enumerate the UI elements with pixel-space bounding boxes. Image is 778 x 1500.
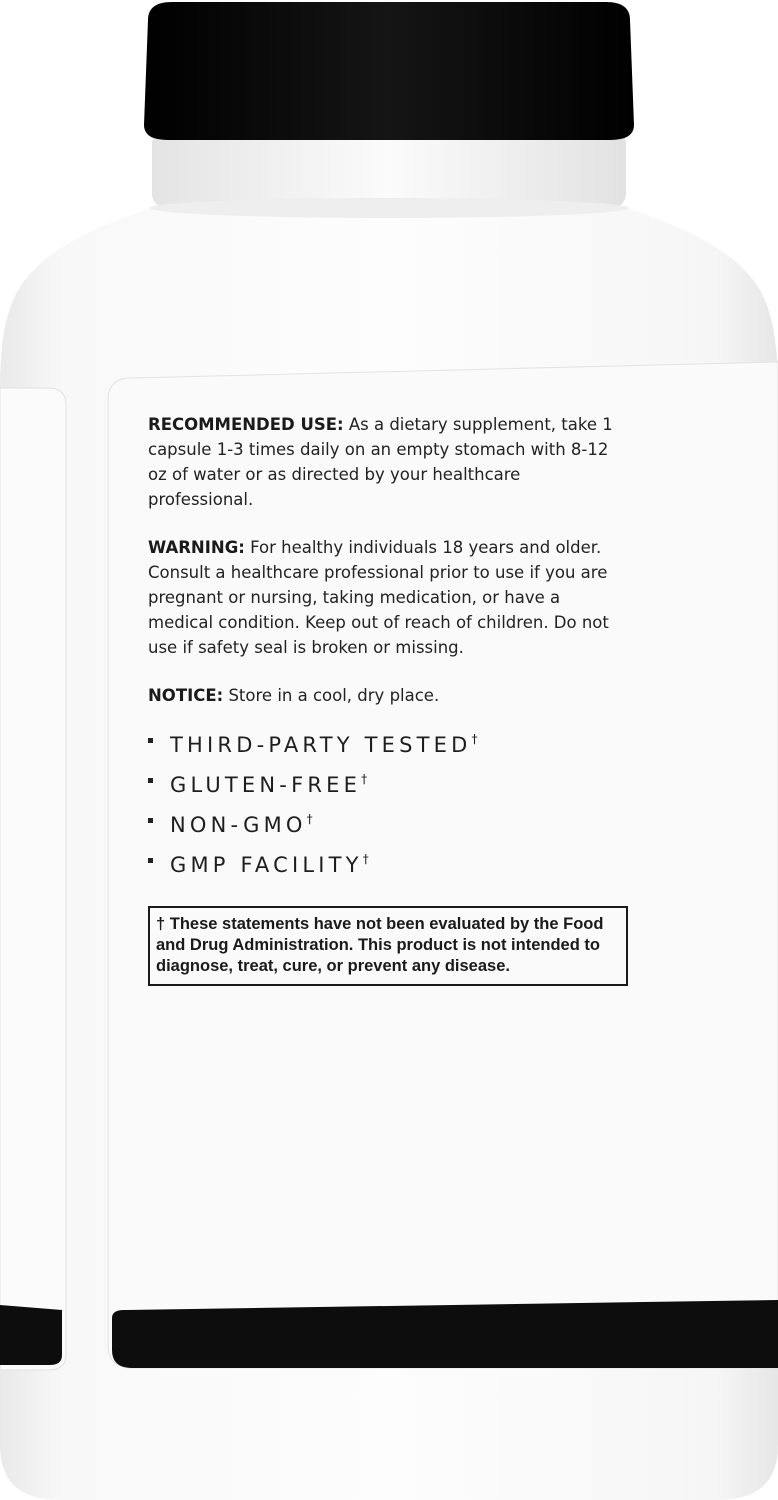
fda-disclaimer: † These statements have not been evaluated by the Food and Drug Administration. This product is not intended to diagnose, treat, cure, or prevent any disease.: [148, 906, 628, 986]
notice-text: Store in a cool, dry place.: [223, 686, 440, 705]
feature-item: GMP FACILITY†: [148, 842, 628, 882]
notice: [148, 683, 628, 708]
bullet-icon: [148, 738, 153, 743]
feature-list: [148, 722, 628, 882]
warning: [148, 535, 628, 660]
feature-item: GLUTEN-FREE†: [148, 762, 628, 802]
label-band: [112, 1300, 778, 1368]
feature-item: NON-GMO†: [148, 802, 628, 842]
bullet-icon: [148, 778, 153, 783]
recommended-use-heading: RECOMMENDED USE:: [148, 415, 344, 434]
feature-item: THIRD-PARTY TESTED†: [148, 722, 628, 762]
bottle-cap: [144, 2, 634, 140]
bullet-icon: [148, 858, 153, 863]
bottle-neck: [152, 130, 626, 208]
label-text: [148, 412, 628, 986]
recommended-use: [148, 412, 628, 512]
recommended-use-text: As a dietary supplement, take 1 capsule 1-3 times daily on an empty stomach with 8-12 oz of water or as directed by your healthcare professional.: [148, 415, 613, 509]
warning-text: For healthy individuals 18 years and older. Consult a healthcare professional prior to use if you are pregnant or nursing, taking medication, or have a medical condition. Keep out of reach of children. Do not use if safety seal is broken or missing.: [148, 538, 609, 657]
notice-heading: NOTICE:: [148, 686, 224, 705]
bullet-icon: [148, 818, 153, 823]
warning-heading: WARNING:: [148, 538, 245, 557]
